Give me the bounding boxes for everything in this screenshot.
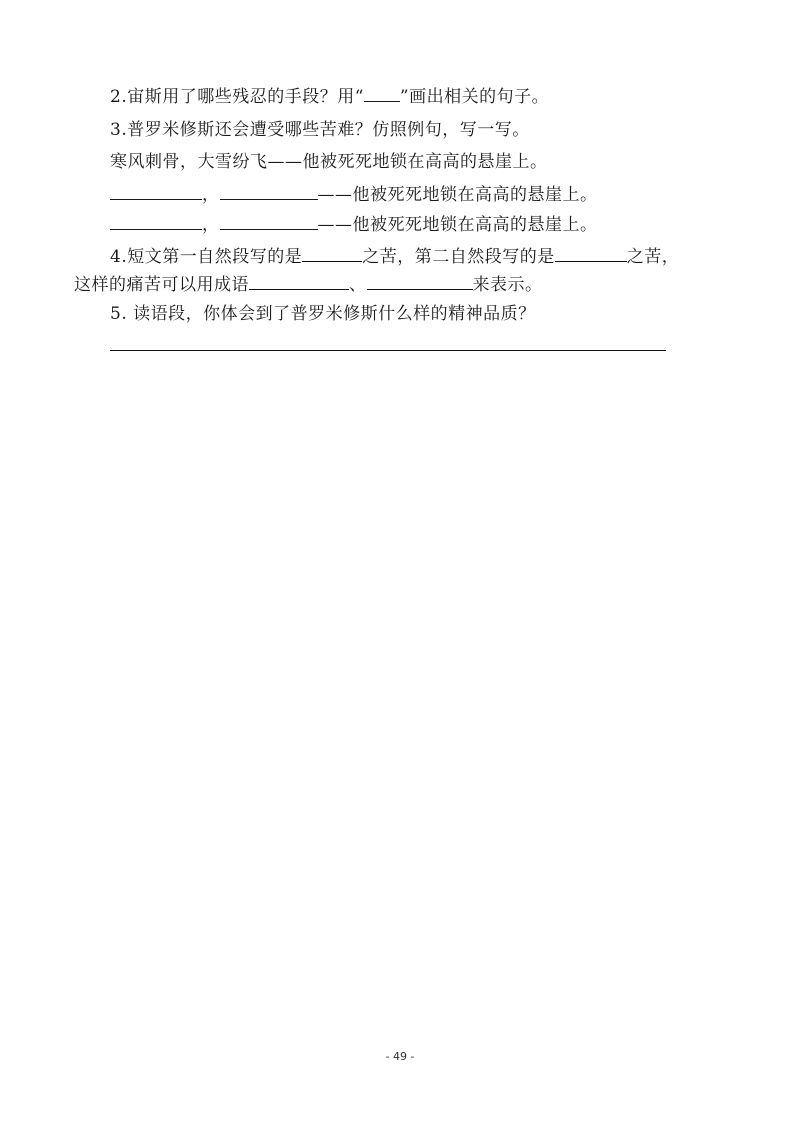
answer-blank[interactable] <box>220 212 318 230</box>
question-3-prompt: 3.普罗米修斯还会遭受哪些苦难？仿照例句，写一写。 <box>110 120 530 140</box>
question-2-text-end: ”画出相关的句子。 <box>399 87 550 107</box>
question-4-text-3: 之苦， <box>626 247 680 267</box>
question-4-line-1 <box>110 244 679 269</box>
question-4-text-5: 来表示。 <box>472 275 543 295</box>
question-5-answer-line[interactable] <box>110 350 666 351</box>
answer-blank[interactable] <box>220 182 318 200</box>
sentence-suffix: ——他被死死地锁在高高的悬崖上。 <box>317 215 598 235</box>
question-5-prompt: 5. 读语段，你体会到了普罗米修斯什么样的精神品质？ <box>110 304 536 324</box>
answer-blank[interactable] <box>555 244 627 262</box>
answer-blank[interactable] <box>110 182 202 200</box>
sentence-suffix: ——他被死死地锁在高高的悬崖上。 <box>317 185 598 205</box>
answer-blank[interactable] <box>110 212 202 230</box>
comma: ， <box>202 185 220 205</box>
question-4-text-1: 4.短文第一自然段写的是 <box>110 247 303 267</box>
underline-sample <box>364 84 400 102</box>
question-4-text-4: 这样的痛苦可以用成语 <box>74 275 249 295</box>
question-4-text-2: 之苦，第二自然段写的是 <box>362 247 555 267</box>
comma: ， <box>202 215 220 235</box>
question-2-text-start: 2.宙斯用了哪些残忍的手段？用“ <box>110 87 364 107</box>
question-3-answer-row-1 <box>110 182 598 207</box>
question-3-answer-row-2 <box>110 212 598 237</box>
question-2 <box>110 84 549 109</box>
question-3-example: 寒风刺骨，大雪纷飞——他被死死地锁在高高的悬崖上。 <box>110 152 548 172</box>
answer-blank[interactable] <box>302 244 362 262</box>
question-4-separator: 、 <box>349 275 367 295</box>
answer-blank[interactable] <box>249 272 349 290</box>
answer-blank[interactable] <box>367 272 473 290</box>
page-number: - 49 - <box>385 1050 415 1063</box>
question-4-line-2 <box>74 272 543 297</box>
